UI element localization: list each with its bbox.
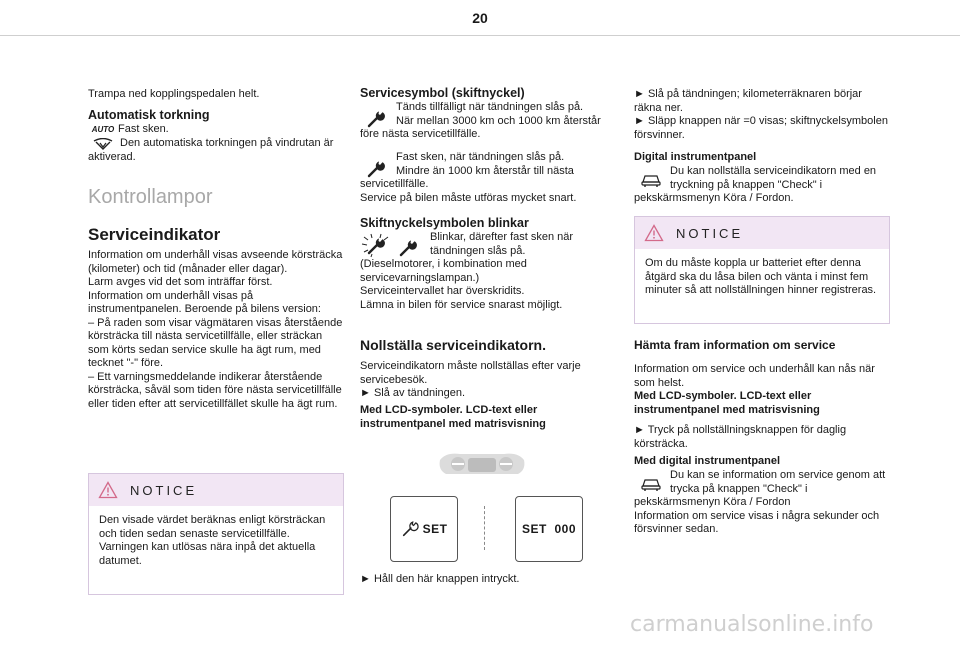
hold-text: ► Håll den här knappen intryckt. xyxy=(360,573,520,585)
section-title: Kontrollampor xyxy=(88,186,213,208)
right-notice-title: NOTICE xyxy=(676,225,744,241)
service-body: Information om underhåll visas avseende körsträcka (kilometer) och tid (månader eller dagar). Larm avges vid det som inträffar först. Information om underhåll visas på instrumentpanelen. Beroende på bilens version: – På raden som visar vägmätaren visas återstående körsträcka till nästa servicetillfälle, eller sträckan som körts sedan service skulle ha ägt rum, med tecknet "-" före. – Ett varningsmeddelande indikerar återstående körsträcka, såväl som tiden före nästa servicetillfälle eller tiden efter att servicetillfället skulle ha ägt rum. xyxy=(88,249,343,410)
symbol-2-rest: Mindre än 1000 km återstår till nästa servicetillfälle. Service på bilen måste utföras mycket snart. xyxy=(360,164,577,204)
left-notice-box xyxy=(88,473,344,595)
info-digital-block xyxy=(634,469,890,537)
symbol-2-lead: Fast sken, när tändningen slås på. xyxy=(396,151,565,163)
divider-dashed xyxy=(484,506,486,550)
left-notice-body: Den visade värdet beräknas enligt körsträckan och tiden sedan senaste servicetillfälle. Varningen kan utlösas nära inpå det aktuella datumet. xyxy=(99,514,326,567)
blink-lead: Blinkar, därefter fast sken när tändningen slås på. xyxy=(430,231,574,257)
symbol-1-rest: När mellan 3000 km och 1000 km återstår före nästa servicetillfälle. xyxy=(360,114,601,140)
left-notice-header xyxy=(89,474,343,506)
info-digital-heading: Med digital instrumentpanel xyxy=(634,455,781,467)
info-heading: Hämta fram information om service xyxy=(634,338,836,352)
warning-icon xyxy=(644,224,664,242)
intro-text: Trampa ned kopplingspedalen helt. xyxy=(88,88,260,100)
symbol-1-lead: Tänds tillfälligt när tändningen slås på. xyxy=(396,101,584,113)
auto-desc-text: Den automatiska torkningen på vindrutan är aktiverad. xyxy=(88,137,334,163)
auto-row xyxy=(88,123,346,137)
reset-bold-text: Med LCD-symboler. LCD-text eller instrumentpanel med matrisvisning xyxy=(360,404,546,430)
symbol-2-block xyxy=(360,151,622,205)
symbol-1-block xyxy=(360,101,622,142)
auto-fixed-text: Fast sken. xyxy=(118,123,169,135)
digital-heading: Digital instrumentpanel xyxy=(634,151,757,163)
reset-heading: Nollställa serviceindikatorn. xyxy=(360,337,546,353)
steps-text: ► Slå på tändningen; kilometerräknaren börjar räkna ner. ► Släpp knappen när =0 visas; skiftnyckelsymbolen försvinner. xyxy=(634,88,888,141)
digital-lead: Du kan nollställa serviceindikatorn med en tryckning på knappen "Check" i xyxy=(670,165,877,191)
digital-block xyxy=(634,165,890,206)
page-number: 20 xyxy=(472,10,488,26)
right-notice-box xyxy=(634,216,890,324)
info-digital-rest: pekskärmsmenyn Köra / Fordon Information om service visas i några sekunder och försvinner sedan. xyxy=(634,496,880,535)
symbol-heading: Servicesymbol (skiftnyckel) xyxy=(360,86,525,100)
auto-icon: AUTO xyxy=(91,124,115,134)
wrench-icon xyxy=(401,520,419,538)
set-label: SET xyxy=(422,522,448,536)
warning-icon xyxy=(98,481,118,499)
blinking-wrench-icon xyxy=(360,233,426,259)
instrument-cluster-illustration xyxy=(432,446,532,482)
car-icon xyxy=(638,171,664,189)
reset-set-button[interactable] xyxy=(390,496,458,562)
car-icon xyxy=(638,475,664,493)
right-notice-header xyxy=(635,217,889,249)
watermark: carmanualsonline.info xyxy=(630,612,874,637)
wrench-icon xyxy=(364,159,388,179)
info-step: ► Tryck på nollställningsknappen för daglig körsträcka. xyxy=(634,424,847,450)
blink-rest: (Dieselmotorer, i kombination med servicevarningslampan.) Serviceintervallet har överskridits. Lämna in bilen för service snarast möjligt. xyxy=(360,258,563,311)
info-body: Information om service och underhåll kan nås när som helst. xyxy=(634,363,875,389)
set-000-label: SET 000 xyxy=(521,522,577,536)
info-bold-text: Med LCD-symboler. LCD-text eller instrumentpanel med matrisvisning xyxy=(634,390,820,416)
digital-rest: pekskärmsmenyn Köra / Fordon. xyxy=(634,192,794,204)
wiper-icon xyxy=(88,137,118,151)
auto-wipe-heading: Automatisk torkning xyxy=(88,108,210,122)
blink-heading: Skiftnyckelsymbolen blinkar xyxy=(360,216,529,230)
right-notice-body: Om du måste koppla ur batteriet efter denna åtgärd ska du låsa bilen och vänta i minst fem minuter så att nollställningen hinner registreras. xyxy=(645,257,877,296)
wiper-row xyxy=(88,137,346,164)
trip-set-button[interactable] xyxy=(515,496,583,562)
header-divider xyxy=(0,35,960,36)
service-heading: Serviceindikator xyxy=(88,225,221,244)
info-digital-lead: Du kan se information om service genom att trycka på knappen "Check" i xyxy=(670,469,886,495)
wrench-icon xyxy=(364,109,388,129)
left-notice-title: NOTICE xyxy=(130,482,198,498)
reset-body: Serviceindikatorn måste nollställas efter varje servicebesök. ► Slå av tändningen. xyxy=(360,360,581,399)
blink-block xyxy=(360,231,622,312)
